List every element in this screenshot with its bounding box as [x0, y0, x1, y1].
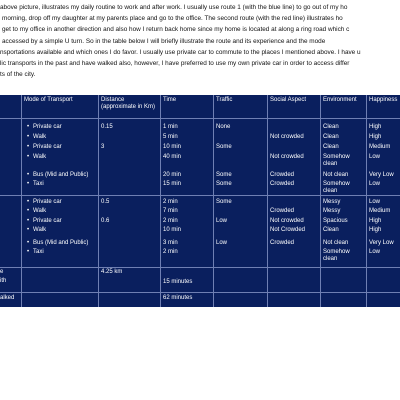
- footer-label-fragment: ith: [0, 278, 7, 284]
- cell-happiness: Very Low: [369, 172, 394, 178]
- cell-mode: • Walk: [33, 154, 46, 161]
- cell-happiness: Low: [369, 181, 381, 187]
- cell-mode: • Walk: [33, 208, 46, 215]
- cell-mode: • Private car: [33, 124, 62, 131]
- cell-social: Not crowded: [270, 154, 304, 160]
- cell-time: 1 min: [163, 124, 178, 130]
- column-divider: [366, 95, 367, 307]
- header-mode: Mode of Transport: [24, 97, 73, 103]
- intro-line: accessed by a simple U turn. So in the table below I will briefly illustrate the route and its experience and the mode: [2, 37, 326, 45]
- column-divider: [160, 95, 161, 307]
- cell-social: Crowded: [270, 240, 295, 246]
- cell-social: Crowded: [270, 181, 295, 187]
- row-divider: [0, 267, 400, 268]
- cell-happiness: High: [369, 124, 382, 130]
- cell-happiness: Low: [369, 199, 381, 205]
- intro-line: nsportations available and which ones I do favor. I usually use private car to commute to the places I mentioned above. I have u: [0, 48, 361, 56]
- cell-traffic: Some: [216, 172, 232, 178]
- cell-environment: Spacious: [323, 218, 348, 224]
- cell-environment: Not clean: [323, 172, 349, 178]
- cell-mode: • Bus (Mid and Public): [33, 172, 88, 179]
- footer-label-fragment: alked: [0, 295, 15, 301]
- cell-time: 10 min: [163, 227, 182, 233]
- cell-happiness: Very Low: [369, 240, 394, 246]
- cell-environment: Clean: [323, 144, 339, 150]
- cell-environment: Somehow clean: [323, 154, 350, 168]
- cell-mode: • Private car: [33, 218, 62, 225]
- cell-time: 15 min: [163, 181, 182, 187]
- cell-time: 3 min: [163, 240, 178, 246]
- intro-line: lic transports in the past and have walked also, however, I have preferred to use my own private car in order to access differ: [0, 59, 350, 67]
- cell-environment: Messy: [323, 199, 341, 205]
- transport-table: [0, 95, 400, 307]
- cell-happiness: High: [369, 218, 382, 224]
- cell-happiness: High: [369, 134, 382, 140]
- cell-environment: Clean: [323, 124, 339, 130]
- cell-traffic: Some: [216, 144, 232, 150]
- cell-social: Not Crowded: [270, 227, 306, 233]
- cell-environment: Not clean: [323, 240, 349, 246]
- footer-time-1: 15 minutes: [163, 279, 193, 285]
- cell-happiness: Medium: [369, 208, 391, 214]
- cell-distance: 0.5: [101, 199, 110, 205]
- cell-time: 5 min: [163, 134, 178, 140]
- cell-time: 2 min: [163, 218, 178, 224]
- cell-mode: • Taxi: [33, 181, 44, 188]
- cell-time: 10 min: [163, 144, 182, 150]
- header-environment: Environment: [323, 97, 357, 103]
- cell-happiness: Low: [369, 249, 381, 255]
- column-divider: [98, 95, 99, 307]
- intro-line: get to my office in another direction and also how I return back home since my home is located at along a ring road which c: [2, 26, 350, 34]
- cell-environment: Somehow clean: [323, 181, 350, 195]
- cell-mode: • Private car: [33, 144, 62, 151]
- cell-happiness: High: [369, 227, 382, 233]
- cell-time: 2 min: [163, 249, 178, 255]
- cell-time: 40 min: [163, 154, 182, 160]
- cell-time: 2 min: [163, 199, 178, 205]
- cell-social: Not crowded: [270, 218, 304, 224]
- cell-environment: Clean: [323, 227, 339, 233]
- column-divider: [213, 95, 214, 307]
- cell-mode: • Taxi: [33, 249, 44, 256]
- column-divider: [320, 95, 321, 307]
- cell-social: Not crowded: [270, 134, 304, 140]
- header-traffic: Traffic: [216, 97, 233, 103]
- intro-line: above picture, illustrates my daily routine to work and after work. I usually use route 1 (with the blue line) to go out of my ho: [0, 4, 348, 11]
- intro-paragraph: [0, 2, 400, 80]
- column-divider: [267, 95, 268, 307]
- footer-time-2: 62 minutes: [163, 295, 193, 301]
- row-divider: [0, 292, 400, 293]
- cell-time: 20 min: [163, 172, 182, 178]
- cell-distance: 0.15: [101, 124, 113, 130]
- header-happiness: Happiness: [369, 97, 398, 103]
- cell-happiness: Medium: [369, 144, 391, 150]
- cell-mode: • Private car: [33, 199, 62, 206]
- cell-traffic: Some: [216, 181, 232, 187]
- cell-mode: • Walk: [33, 227, 46, 234]
- cell-traffic: Low: [216, 218, 228, 224]
- cell-happiness: Low: [369, 154, 381, 160]
- cell-traffic: None: [216, 124, 231, 130]
- cell-traffic: Low: [216, 240, 228, 246]
- cell-traffic: Some: [216, 199, 232, 205]
- cell-mode: • Bus (Mid and Public): [33, 240, 88, 247]
- table-header: [0, 95, 400, 118]
- footer-label-fragment: e: [0, 269, 4, 275]
- cell-time: 7 min: [163, 208, 178, 214]
- cell-social: Crowded: [270, 208, 295, 214]
- header-distance: Distance (approximate in Km): [101, 97, 156, 111]
- cell-distance: 3: [101, 144, 105, 150]
- header-social: Social Aspect: [270, 97, 307, 103]
- header-time: Time: [163, 97, 177, 103]
- cell-distance: 0.6: [101, 218, 110, 224]
- intro-line: ts of the city.: [0, 71, 36, 79]
- row-divider: [0, 118, 400, 119]
- intro-line: morning, drop off my daughter at my parents place and go to the office. The second route (with the red line) illustrates ho: [2, 15, 343, 23]
- column-divider: [21, 95, 22, 307]
- cell-environment: Clean: [323, 134, 339, 140]
- footer-distance: 4.25 km: [101, 269, 123, 275]
- cell-social: Crowded: [270, 172, 295, 178]
- cell-environment: Somehow clean: [323, 249, 350, 263]
- cell-environment: Messy: [323, 208, 341, 214]
- cell-mode: • Walk: [33, 134, 46, 141]
